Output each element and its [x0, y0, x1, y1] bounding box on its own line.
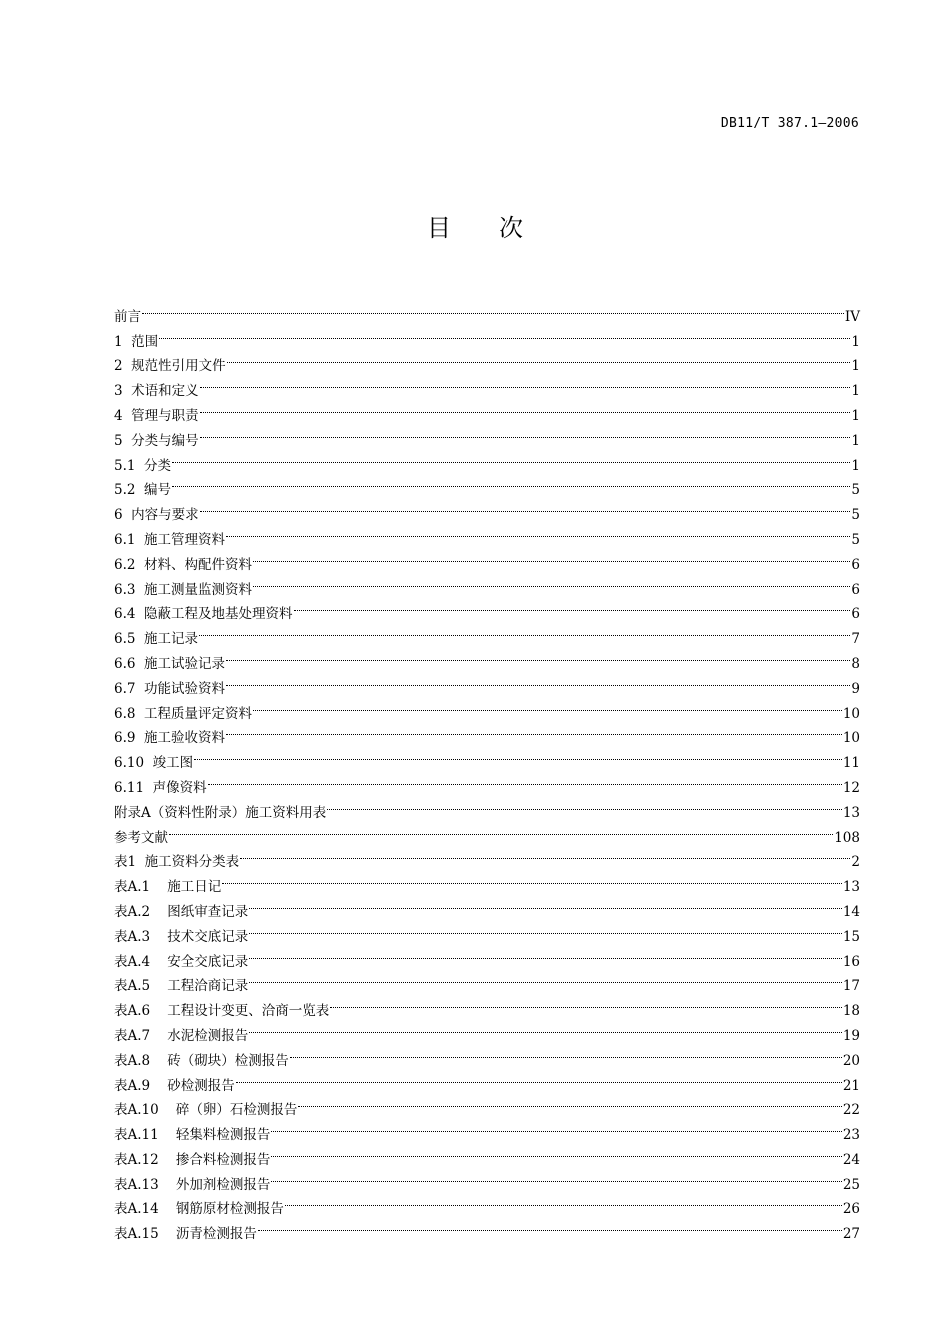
toc-entry-label: 6.4 隐蔽工程及地基处理资料 [114, 606, 293, 623]
toc-entry-page: 7 [851, 631, 860, 648]
toc-leader-dots [298, 1090, 841, 1115]
toc-entry-page: 10 [842, 705, 860, 722]
toc-entry-page: 17 [842, 978, 860, 995]
toc-entry-label: 6.11 声像资料 [114, 779, 207, 796]
toc-entry-label: 表A.10 碎（卵）石检测报告 [114, 1102, 298, 1119]
toc-entry-page: 18 [842, 1003, 860, 1020]
toc-leader-dots [271, 1164, 841, 1189]
toc-entry[interactable] [114, 445, 860, 474]
toc-entry-page: 20 [842, 1052, 860, 1069]
toc-leader-dots [253, 569, 850, 594]
toc-leader-dots [249, 891, 842, 916]
toc-entry-label: 表A.6 工程设计变更、洽商一览表 [114, 1003, 330, 1020]
toc-entry-page: 1 [851, 407, 860, 424]
toc-entry-page: 13 [842, 804, 860, 821]
toc-leader-dots [159, 321, 850, 346]
toc-leader-dots [172, 470, 850, 495]
toc-leader-dots [226, 519, 850, 544]
toc-leader-dots [253, 693, 842, 718]
toc-leader-dots [226, 643, 850, 668]
toc-entry[interactable] [114, 544, 860, 573]
toc-leader-dots [208, 767, 842, 792]
toc-entry-label: 表A.14 钢筋原材检测报告 [114, 1201, 284, 1218]
toc-entry-page: 6 [851, 556, 860, 573]
toc-entry-label: 5.2 编号 [114, 482, 172, 499]
toc-entry[interactable] [114, 470, 860, 499]
toc-entry-page: 1 [851, 432, 860, 449]
toc-entry-page: 24 [842, 1151, 860, 1168]
toc-entry-label: 6.2 材料、构配件资料 [114, 556, 253, 573]
toc-leader-dots [200, 395, 851, 420]
toc-entry[interactable] [114, 321, 860, 350]
toc-leader-dots [249, 1015, 842, 1040]
toc-entry-page: 11 [842, 755, 860, 772]
toc-entry-label: 表A.7 水泥检测报告 [114, 1027, 249, 1044]
toc-leader-dots [285, 1189, 842, 1214]
toc-leader-dots [227, 346, 851, 371]
toc-entry-label: 4 管理与职责 [114, 407, 199, 424]
toc-leader-dots [199, 618, 850, 643]
toc-entry-page: 14 [842, 903, 860, 920]
toc-entry[interactable] [114, 767, 860, 796]
toc-entry-label: 6.6 施工试验记录 [114, 655, 226, 672]
toc-entry-page: 1 [851, 333, 860, 350]
toc-entry-label: 表1 施工资料分类表 [114, 854, 240, 871]
toc-entry-label: 6.10 竣工图 [114, 755, 194, 772]
toc-entry-page: 13 [842, 879, 860, 896]
table-of-contents [114, 296, 860, 1243]
toc-entry-label: 6.9 施工验收资料 [114, 730, 226, 747]
toc-entry-page: 26 [842, 1201, 860, 1218]
toc-entry-label: 表A.8 砖（砌块）检测报告 [114, 1052, 289, 1069]
toc-entry-page: 6 [851, 606, 860, 623]
toc-entry-label: 2 规范性引用文件 [114, 358, 226, 375]
toc-title-char-1: 目 [427, 214, 451, 242]
toc-entry-label: 表A.15 沥青检测报告 [114, 1226, 257, 1243]
toc-entry-label: 表A.12 掺合料检测报告 [114, 1151, 271, 1168]
toc-leader-dots [330, 990, 842, 1015]
toc-leader-dots [258, 1213, 842, 1238]
toc-entry[interactable] [114, 792, 860, 821]
toc-entry-label: 附录A（资料性附录）施工资料用表 [114, 804, 327, 821]
toc-entry[interactable] [114, 668, 860, 697]
toc-entry[interactable] [114, 742, 860, 772]
toc-leader-dots [236, 1065, 842, 1090]
toc-entry-page: 15 [842, 928, 860, 945]
toc-entry-label: 6 内容与要求 [114, 507, 199, 524]
toc-entry-label: 表A.13 外加剂检测报告 [114, 1176, 271, 1193]
toc-entry[interactable] [114, 891, 860, 920]
toc-leader-dots [253, 544, 850, 569]
toc-entry[interactable] [114, 296, 860, 325]
toc-entry-label: 参考文献 [114, 829, 168, 846]
toc-entry-page: 108 [834, 829, 860, 846]
toc-entry-page: 9 [851, 680, 860, 697]
toc-entry-page: 5 [851, 482, 860, 499]
toc-leader-dots [200, 494, 851, 519]
toc-entry-page: 1 [851, 358, 860, 375]
toc-entry-label: 表A.4 安全交底记录 [114, 953, 249, 970]
toc-leader-dots [200, 370, 851, 395]
toc-entry-label: 5.1 分类 [114, 457, 172, 474]
toc-entry-label: 表A.3 技术交底记录 [114, 928, 249, 945]
toc-entry[interactable] [114, 866, 860, 896]
toc-entry[interactable] [114, 817, 860, 846]
toc-entry-page: 8 [851, 655, 860, 672]
toc-entry-label: 表A.1 施工日记 [114, 879, 222, 896]
toc-entry-page: 22 [842, 1102, 860, 1119]
toc-title-char-2: 次 [499, 214, 523, 242]
toc-leader-dots [194, 742, 842, 767]
toc-leader-dots [222, 866, 842, 891]
toc-entry-page: 27 [842, 1226, 860, 1243]
toc-entry-page: 10 [842, 730, 860, 747]
toc-entry[interactable] [114, 643, 860, 672]
document-code: DB11/T 387.1—2006 [720, 116, 859, 131]
toc-entry-page: 23 [842, 1127, 860, 1144]
toc-leader-dots [169, 817, 833, 842]
toc-entry[interactable] [114, 718, 860, 747]
toc-entry-page: 19 [842, 1027, 860, 1044]
toc-leader-dots [200, 420, 851, 445]
toc-entry-label: 前言 [114, 308, 141, 325]
toc-leader-dots [172, 445, 850, 470]
toc-leader-dots [240, 842, 850, 867]
toc-leader-dots [142, 296, 844, 321]
toc-entry[interactable] [114, 494, 860, 524]
toc-leader-dots [327, 792, 842, 817]
toc-entry-page: 16 [842, 953, 860, 970]
toc-leader-dots [249, 916, 842, 941]
toc-leader-dots [271, 1114, 841, 1139]
toc-entry[interactable] [114, 842, 860, 871]
toc-entry-label: 6.5 施工记录 [114, 631, 199, 648]
toc-leader-dots [226, 668, 850, 693]
toc-entry[interactable] [114, 370, 860, 400]
toc-leader-dots [249, 966, 842, 991]
toc-entry-label: 6.7 功能试验资料 [114, 680, 226, 697]
toc-entry-page: 25 [842, 1176, 860, 1193]
toc-entry[interactable] [114, 519, 860, 548]
toc-entry-page: 6 [851, 581, 860, 598]
toc-entry-page: 1 [851, 457, 860, 474]
toc-entry-label: 表A.2 图纸审查记录 [114, 903, 249, 920]
toc-entry-page: 12 [842, 779, 860, 796]
toc-title [0, 208, 950, 243]
toc-entry-label: 表A.5 工程洽商记录 [114, 978, 249, 995]
toc-leader-dots [249, 941, 842, 966]
toc-entry-label: 5 分类与编号 [114, 432, 199, 449]
toc-entry-label: 6.8 工程质量评定资料 [114, 705, 253, 722]
toc-entry-page: 5 [851, 507, 860, 524]
toc-entry[interactable] [114, 395, 860, 424]
toc-entry[interactable] [114, 693, 860, 722]
toc-entry-page: 1 [851, 383, 860, 400]
toc-entry-page: IV [844, 308, 860, 325]
toc-entry-page: 5 [851, 531, 860, 548]
toc-entry[interactable] [114, 618, 860, 648]
toc-entry-page: 2 [851, 854, 860, 871]
toc-entry-label: 6.3 施工测量监测资料 [114, 581, 253, 598]
toc-entry-page: 21 [842, 1077, 860, 1094]
toc-leader-dots [294, 594, 851, 619]
toc-entry[interactable] [114, 420, 860, 449]
toc-leader-dots [226, 718, 842, 743]
toc-entry[interactable] [114, 346, 860, 375]
toc-leader-dots [290, 1040, 842, 1065]
toc-entry-label: 3 术语和定义 [114, 383, 199, 400]
toc-leader-dots [271, 1139, 841, 1164]
toc-entry-label: 表A.11 轻集料检测报告 [114, 1127, 271, 1144]
toc-entry-label: 表A.9 砂检测报告 [114, 1077, 235, 1094]
toc-entry-label: 1 范围 [114, 333, 159, 350]
toc-entry-label: 6.1 施工管理资料 [114, 531, 226, 548]
